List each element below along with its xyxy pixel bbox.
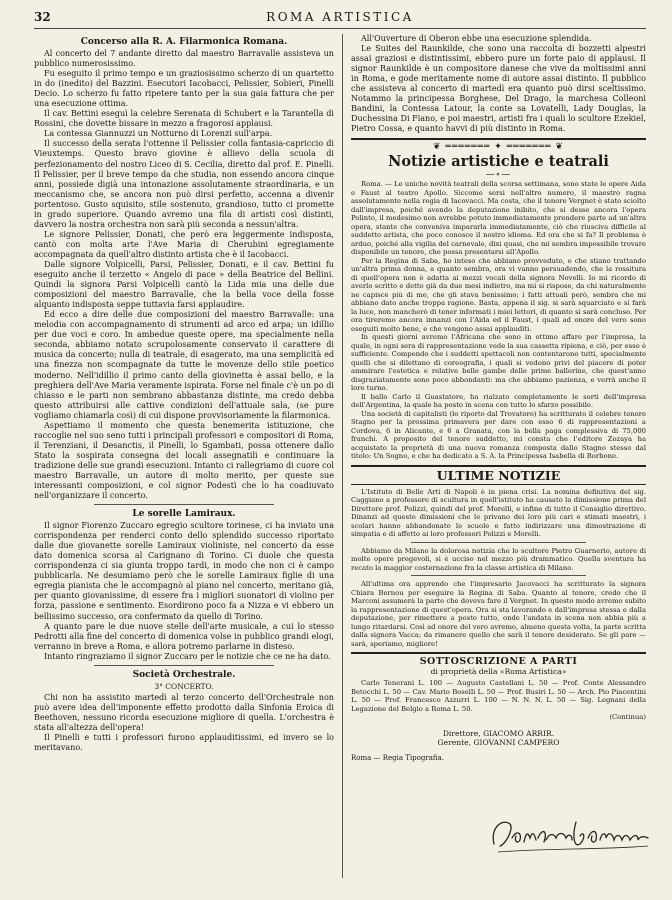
section-title-orchestrale: Società Orchestrale.	[132, 669, 236, 680]
paragraph: Fu eseguito il primo tempo e un graziosissimo scherzo di un quartetto in do (inedito) del Bazzini. Esecutori Iacobacci, Pelissier, Sobieri, Pinelli Decio. Lo scherzo fu fatto ripetere tanto per la sua gaia fattura che per una esecuzione ottima.	[34, 69, 334, 109]
paragraph: Chi non ha assistito martedì al terzo concerto dell'Orchestrale non può avere idea dell'imponente effetto prodotto dalla Sinfonia Eroica di Beethoven, nessuno ricorda esecuzione migliore di quella. L'orchestra è stata all'altezza dell'opera!	[34, 692, 334, 732]
thick-rule	[351, 652, 646, 654]
paragraph: A quanto pare le due nuove stelle dell'arte musicale, a cui lo stesso Pedrotti alla fine del concerto di domenica volse in pubblico grandi elogi, verranno in breve a Roma, e allora potremo parlarne in disteso.	[34, 621, 334, 651]
printer-footer: Roma — Regia Tipografia.	[351, 753, 444, 762]
paragraph: Al concerto del 7 andante diretto dal maestro Barravalle assisteva un pubblico numerosissimo.	[34, 49, 334, 69]
paragraph: Le signore Pelissier, Donati, che però era leggermente indisposta, cantò con molta arte l'Ave Maria di Cherubini egregiamente accompagnata da quell'altro distinto artista che è il Iacobacci.	[34, 229, 334, 259]
section-separator	[94, 665, 274, 666]
paragraph: Una società di capitalisti (lo riporto dal Trovatore) ha scritturato il celebre tenore Stagno per la prossima primavera per dare con esso 6 di rappresentazioni a Cordova, 6 in Alicante, e 6 a Granata, con la bella paga complessiva di 75,000 franchi. A proposito del tenore suddetto, mi consta che l'editore Zozaya ha acquistato la proprietà di una nuova romanza composta dallo Stagno stesso dal titolo: Un Sogno, e che ha dedicato a S. A. la Principessa Isabella di Borbone.	[351, 409, 646, 461]
paragraph: La contessa Giannuzzi un Notturno di Lorenzi sull'arpa.	[44, 129, 273, 139]
sottoscrizione-body	[351, 679, 646, 722]
section-title-filarmonica: Concerso alla R. A. Filarmonica Romana.	[80, 37, 288, 47]
section-separator	[411, 542, 586, 543]
section-title-lamiraux: Le sorelle Lamiraux.	[132, 509, 236, 520]
handwritten-signature	[488, 808, 658, 864]
paragraph: Il cav. Bettini eseguì la celebre Serenata di Schubert e la Tarantella di Rossini, che dovette bissare in mezzo a fragorosi applausi.	[34, 109, 334, 129]
paragraph: All'ultima ora apprendo che l'impresario Jacovacci ha scritturato la signora Chiara Bernou per eseguire la Regina di Saba. Quanto al tenore, credo che il Marconi assumerà la parte che doveva fare il Vergnet. In questo modo avremo subito la rappresentazione di quest'opera. Ora si sta lavorando e dall'impresa stessa e dalla deputazione, per rimettere a posto tutto, onde l'andata in scena non abbia più a lungo ritardarsi. Così ad onore del vero avremo, almeno questa volta, la parte scritta dalla signora Vacca; da rimanere quello che sarà il tenore desiderato. Se gli pare — sarà, speriamo, migliore!	[351, 580, 646, 648]
paragraph: Il successo della serata l'ottenne il Pelissier colla fantasia-capriccio di Vieuxtemps. Questo bravo giovine è allievo della scuola di perfezionamento del nostro Liceo di S. Cecilia, diretto dal prof. E. Pinelli. Il Pelissier, per il breve tempo da che studia, non essendo ancora cinque anni, possiede digià una intonazione assolutamente straordinaria, e un meccanismo che, se ancora non può dirsi perfetto, accenna a divenir portentoso. Gusto squisito, stile sostenuto, grandioso, tutto ci promette in grado superiore. Quando avremo una fila di artisti così distinti, davvero la nostra orchestra non sarà più seconda a nessun'altra.	[34, 139, 334, 229]
right-column	[351, 34, 646, 876]
paragraph: Ed ecco a dire delle due composizioni del maestro Barravalle: una melodia con accompagnamento di strumenti ad arco ed arpa; un idillio per due voci e coro. In ambedue queste opere, ma specialmente nella seconda, abbiamo notato scrupolosamente conservato il carattere di musica da concerto; nulla di teatrale, di esagerato, ma una semplicità ed una finezza non scompagnate da tutte le movenze dello stile poetico moderno. Nell'idillio il primo canto della giovinetta è assai bello, e la preghiera dell'Ave Maria veramente ispirata. Forse nel finale c'è un po di chiasso e le parti non sembrano abbastanza distinte, ma credo debba questo attribuirsi alle cattive condizioni dell'attuale sala, (se pure vogliamo chiamarla così) di cui dispone provvisoriamente la filarmonica.	[34, 310, 334, 420]
gerente-line: Gerente, GIOVANNI CAMPERO	[437, 738, 560, 748]
paragraph: Roma. — Le uniche novità teatrali della scorsa settimana, sono state le opere Aida e Faust al teatro Apollo. Siccome sersi nell'altro numero, il maestro ragna assolutamente nella regia di Iacovacci. Ma costa, che il tenore Vergnet è stato sciolto dall'impresa, poiché avendo la deputazione inibito, che si desse ancora l'opera Polinto, il medesimo non avrebbe potuto immediatamente prendere parte ad un'altra opera, stante che conveniva impararla immediatamente, ciò che riusciva difficile al suddetto artista, che poco conosce il nostro idioma. Ed ora che si fa? Il problema è arduo, poiché alla vigilia del carnevale, dixi quasi, che mi sembra impossibile trovare disponibile un tenore, che possa presentarsi all'Apollo.	[351, 180, 646, 257]
ornament-divider: —∘—	[485, 170, 512, 181]
section-title-notizie: Notizie artistiche e teatrali	[388, 153, 609, 171]
paragraph: Aspettiamo il momento che questa benemerita istituzione, che raccoglie nel suo seno tutti i principali professori e compositori di Roma, il Terenziani, il Desanctis, il Pinelli, lo Sgambati, possa ottenere dallo Stato la sospirata consegna dei locali assegnatili e continuare la tradizione delle sue grandi esecuzioni. Intanto ci rallegriamo di cuore col maestro Barravalle, un autore di molto merito, per queste sue interessanti composizioni, e col signor Podestì che lo ha coadiuvato nell'organizzare il concerto.	[34, 420, 334, 501]
left-column	[34, 34, 334, 876]
paragraph: Il ballo Carlo il Guastatore, ha rialzato completamente le sorti dell'impresa dell'Argentina, la quale ha posto in scena con tutto lo sfarzo possibile.	[351, 392, 646, 410]
direttore-line: Direttore, GIACOMO ARRIR.	[442, 728, 555, 738]
paragraph: Il Pinelli e tutti i professori furono applauditissimi, ed invero se lo meritavano.	[34, 732, 334, 752]
section-separator	[94, 504, 274, 505]
section-separator	[411, 575, 586, 576]
credits	[351, 729, 646, 748]
paragraph: All'Ouverture di Oberon ebbe una esecuzione splendida.	[361, 34, 592, 43]
section-title-sottoscrizione: SOTTOSCRIZIONE A PARTI	[419, 656, 578, 668]
paragraph: Carlo Tenerani L. 100 — Augusto Castellani L. 50 — Prof. Conte Alessandro Betocchi L. 50 — Cav. Mario Boselli L. 50 — Prof. Busiri L. 50 — Arch. Pio Piacentini L. 50 — Prof. Francesco Azzurri L. 100 — N. N. N. L. 50 — Sig. Legnani della Legazione del Belgio a Roma L. 50.	[351, 679, 646, 713]
column-divider	[342, 34, 343, 878]
section-title-ultime: ULTIME NOTIZIE	[351, 465, 646, 485]
paragraph: L'Istituto di Belle Arti di Napoli è in piena crisi. La nomina definitiva del sig. Caggiano a professore di scultura in quell'istituto ha causato la dimissione prima del Direttore prof. Polizzi, quindi del prof. Morelli, e infine di tutto il Consiglio direttivo. Dinanzi ad queste dimissioni che le privano dei loro più cari e stimati maestri, i scolari hanno abbandonato le scuole e fatto indirizzare una dimostrazione di simpatia e di affetto ai loro professori Polizzi e Morelli.	[351, 487, 646, 539]
thick-rule	[351, 138, 646, 140]
masthead-title: ROMA ARTISTICA	[266, 10, 414, 24]
paragraph: In questi giorni avremo l'Africana che sono in ottimo affare per l'impresa, la quale, in ogni sera di rappresentazione vede la sua cassetta ripiena, e ciò, per esso è sufficiente. Compendo che i suddetti spettacoli non contentarono tutti, specialmente quelli che si dilettano di coreografia, i quali si vedono privi del piacere di poter ammirare l'estetica e relative belle gambe delle prime ballerine, che quest'anno disgraziatamente sono poco abbondanti: ma che abbiamo pazienza, e verrà anche il loro turno.	[351, 333, 646, 393]
notizie-body	[351, 180, 646, 461]
concert-number: 3° CONCERTO.	[154, 681, 214, 691]
paragraph: Per la Regina di Saba, ho inteso che abbiano provveduto, e che stiano trattando un'altra prima donna, a quanto sembra, ora vi vanno persuadendo, che la rossitura di quell'opera non è adatta ai mezzi vocali della signora Novelli. Io mi ricordo di averlo scritto e detto già da due mesi indietro, ma mi si rispose, da chi naturalmente ne capisce più di me, che gli stava benissimo; i fatti attuali però, sembra che mi abbiano dato anche troppa ragione. Basta, appena il sig. si sarà squarciato e si farà la luce, non mancherò di tener informati i miei lettori, di quanto si sarà concluso. Per ora tireremo ancora innanzi con l'Aida ed il Faust, i quali ad onore del vero sono eseguiti molto bene, e che vengono assai applauditi.	[351, 256, 646, 333]
paragraph: Il signor Fiorenzo Zuccaro egregio scultore torinese, ci ha inviato una corrispondenza per renderci conto dello splendido successo riportato dalle due giovanette sorelle Lamiraux violiniste, nel concerto da esse dato domenica scorsa al Carignano di Torino. Ci duole che questa corrispondenza ci sia giunta troppo tardi, in modo che non ci è campo pubblicarla. Ne desumiamo però che le sorelle Lamiraux figlie di una egregia pianista che le accompagnò al piano nel concerto, meritano già, per quanto giovanissime, di essere fra i migliori suonatori di violino per forza, passione e sentimento. Esordirono poco fa a Nizza e vi ebbero un bellissimo successo, ora confermato da quello di Torino.	[34, 521, 334, 621]
page-header	[34, 8, 646, 29]
paragraph: Dalle signore Volpicelli, Parsi, Pelissier, Donati, e il cav. Bettini fu eseguito anche il terzetto « Angelo di pace » della Beatrice del Bellini. Quindi la signora Parsi Volpicelli cantò la Lida mia una delle due composizioni del maestro Barravalle, che la bella voce della fosse alquanto indisposta seppe tuttavia farsi applaudire.	[34, 259, 334, 310]
continua-note: (Continua)	[609, 713, 646, 722]
ornament-divider: ❦ ═══════ ✦ ═══════ ❦	[433, 142, 564, 153]
paragraph: Abbiamo da Milano la dolorosa notizia che lo scultore Pietro Guarnerio, autore di molte opere pregevoli, si è ucciso nel mezzo più drammatico. Quella sventura ha recato la maggior costernazione fra la classe artistica di Milano.	[351, 546, 646, 572]
paragraph: Le Suites del Raunkilde, che sono una raccolta di bozzetti alpestri assai graziosi e distintissimi, ebbero pure un forte paio di applausi. Il signor Raunkilde è un compositore danese che vive da moltissimi anni in Roma, e gode meritamente nome di autore assai distinto. Il pubblico che assisteva al concerto di martedì era quanto può dirsi sceltissimo. Notammo la principessa Borghese, Del Drago, la marchesa Colleoni Bandini, la Contessa Latour, la conte sa Lovatelli, Lady Douglas, la Duchessina Di Fiano, e poi maestri, artisti fra i quali lo scultore Ezekiel, Pietro Cossa, e quanto havvi di più distinto in Roma.	[351, 44, 646, 134]
sottoscrizione-subtitle: di proprietà della «Roma Artistica»	[430, 667, 567, 677]
ultime-body	[351, 488, 646, 649]
page-number: 32	[34, 10, 51, 24]
paragraph: Intanto ringraziamo il signor Zuccaro per le notizie che ce ne ha dato.	[44, 651, 331, 661]
